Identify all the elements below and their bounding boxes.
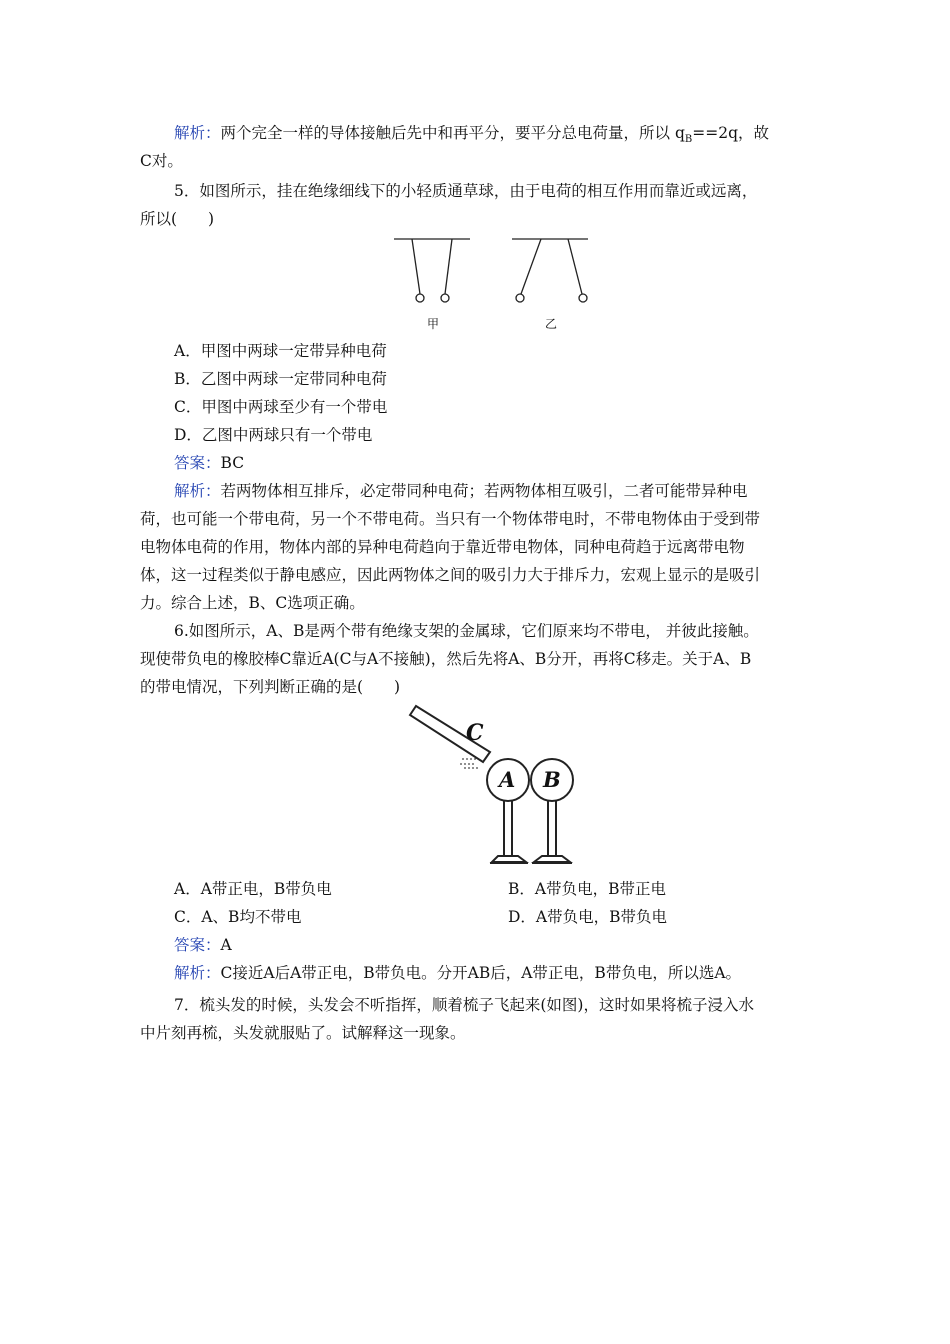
fig-label-jia: 甲	[427, 317, 440, 331]
q5-analysis-line-1	[174, 477, 812, 505]
q5-stem-line-2: 所以( )	[140, 210, 215, 228]
q5-stem-line-1: 5．如图所示，挂在绝缘细线下的小轻质通草球，由于电荷的相互作用而靠近或远离，	[174, 182, 758, 200]
fig-label-yi: 乙	[545, 317, 558, 331]
q6-answer-value: A	[220, 936, 232, 954]
base-b	[534, 856, 570, 862]
jia-ball-left	[416, 294, 424, 302]
q4-analysis-text: 两个完全一样的导体接触后先中和再平分，要平分总电荷量，所以 q	[220, 124, 685, 142]
q5-analysis-text-1: 若两物体相互排斥，必定带同种电荷；若两物体相互吸引，二者可能带异种电	[220, 482, 748, 500]
q5-analysis-line-3: 电物体电荷的作用，物体内部的异种电荷趋向于靠近带电物体，同种电荷趋于远离带电物	[140, 538, 745, 556]
q5-analysis-line-2: 荷，也可能一个带电荷，另一个不带电荷。当只有一个物体带电时，不带电物体由于受到带	[140, 510, 761, 528]
q6-stem-line-3: 的带电情况，下列判断正确的是( )	[140, 678, 401, 696]
jia-thread-right	[445, 239, 452, 294]
q6-answer-line	[174, 931, 812, 959]
q6-induction-figure	[402, 704, 592, 869]
yi-thread-left	[521, 239, 541, 294]
q5-option-b: B．乙图中两球一定带同种电荷	[174, 370, 387, 388]
jia-ball-right	[441, 294, 449, 302]
q4-analysis-line-2: C对。	[140, 152, 183, 170]
q6-option-b: B．A带负电，B带正电	[508, 880, 666, 898]
q5-option-d: D．乙图中两球只有一个带电	[174, 426, 373, 444]
fig-label-a: A	[499, 767, 516, 792]
yi-ball-right	[579, 294, 587, 302]
q6-analysis-text: C接近A后A带正电，B带负电。分开AB后，A带正电，B带负电，所以选A。	[220, 964, 742, 982]
jia-thread-left	[412, 239, 420, 294]
q6-option-d: D．A带负电，B带负电	[508, 908, 668, 926]
q6-analysis-line	[174, 959, 812, 987]
fig-label-c: C	[466, 720, 484, 746]
q6-stem-line-1: 6.如图所示，A、B是两个带有绝缘支架的金属球，它们原来均不带电， 并彼此接触。	[174, 622, 759, 640]
q7-stem-line-1: 7．梳头发的时候，头发会不听指挥，顺着梳子飞起来(如图)，这时如果将梳子浸入水	[174, 996, 754, 1014]
fig-label-b: B	[543, 767, 561, 792]
q5-analysis-line-5: 力。综合上述，B、C选项正确。	[140, 594, 365, 612]
q4-analysis-label: 解析：	[174, 124, 221, 142]
q5-analysis-label: 解析：	[174, 482, 221, 500]
q5-answer-line	[174, 449, 812, 477]
q7-stem-line-2: 中片刻再梳，头发就服贴了。试解释这一现象。	[140, 1024, 466, 1042]
q5-pendulum-figure	[392, 236, 602, 311]
q5-option-a: A．甲图中两球一定带异种电荷	[174, 342, 387, 360]
q5-answer-label: 答案：	[174, 454, 221, 472]
q5-analysis-line-4: 体，这一过程类似于静电感应，因此两物体之间的吸引力大于排斥力，宏观上显示的是吸引	[140, 566, 761, 584]
q6-answer-label: 答案：	[174, 936, 221, 954]
yi-thread-right	[568, 239, 582, 294]
q5-option-c: C．甲图中两球至少有一个带电	[174, 398, 388, 416]
base-a	[492, 856, 526, 862]
q6-option-a: A．A带正电，B带负电	[174, 880, 332, 898]
q5-answer-value: BC	[220, 454, 245, 472]
q6-option-c: C．A、B均不带电	[174, 908, 302, 926]
q6-analysis-label: 解析：	[174, 964, 221, 982]
rod-negative-charges	[460, 759, 478, 768]
q6-stem-line-2: 现使带负电的橡胶棒C靠近A(C与A不接触)，然后先将A、B分开，再将C移走。关于A、B	[140, 650, 752, 668]
q4-analysis-tail: ==2q，故	[692, 124, 769, 142]
q4-subscript-b: B	[684, 134, 693, 146]
yi-ball-left	[516, 294, 524, 302]
